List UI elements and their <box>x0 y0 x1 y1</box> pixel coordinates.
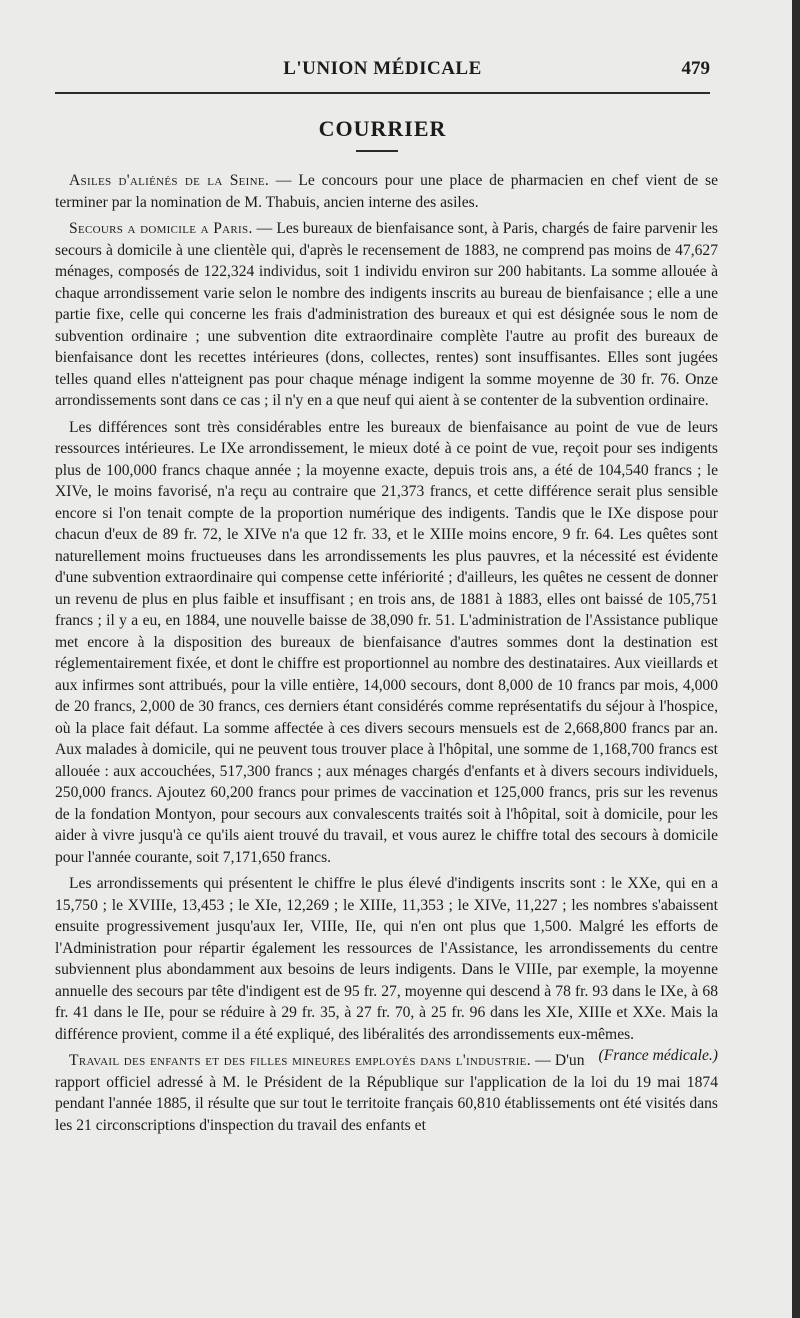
section-title: COURRIER <box>318 116 447 141</box>
page-header <box>55 58 710 86</box>
page-number: 479 <box>681 58 710 79</box>
title-underline <box>356 150 398 152</box>
paragraph-heading: Asiles d'aliénés de la Seine. <box>69 172 270 189</box>
paragraph-asiles <box>55 170 718 213</box>
paragraph-secours <box>55 218 718 412</box>
paragraph-heading: Secours a domicile a Paris. <box>69 220 253 237</box>
paragraph-text: — D'un rapport officiel adressé à M. le Président de la République sur l'application de la loi du 19 mai 1874 pendant l'année 1885, il résulte que sur tout le territoite français 60,810 établissements ont été visités dans les 21 circonscriptions d'inspection du travail des enfants et <box>55 1052 718 1134</box>
header-rule <box>55 92 710 94</box>
source-citation: (France médicale.) <box>598 1047 718 1064</box>
paragraph-differences: Les différences sont très considérables entre les bureaux de bienfaisance au point de vue de leurs ressources intérieures. Le IXe arrondissement, le mieux doté à ce point de vue, reçoit pour ses indigents plus de 100,000 francs chaque année ; la moyenne exacte, depuis trois ans, a été de 104,540 francs ; le XIVe, le moins favorisé, n'a reçu au contraire que 21,373 francs, et cette différence serait plus sensible encore si l'on tenait compte de la proportion numérique des indigents. Tandis que le IXe dispose pour chacun d'eux de 89 fr. 72, le XIVe n'a que 12 fr. 33, et le XIIIe moins encore, 9 fr. 64. Les quêtes sont naturellement moins fructueuses dans les arrondissements les plus pauvres, et la nécessité est évidente d'une subvention extraordinaire qui compense cette infériorité ; d'ailleurs, les quêtes ne cessent de donner un revenu de plus en plus faible et insuffisant ; en trois ans, de 1881 à 1883, elles ont baissé de 105,751 francs ; il y a eu, en 1884, une nouvelle baisse de 38,090 fr. 51. L'administration de l'Assistance publique met encore à la disposition des bureaux de bienfaisance d'autres sommes dont la destination est réglementairement fixée, et dont le chiffre est proportionnel au nombre des destinataires. Aux vieillards et aux infirmes sont attribués, pour la ville entière, 14,000 secours, dont 8,000 de 10 francs par mois, 4,000 de 20 francs, 2,000 de 30 francs, ces derniers étant considérés comme représentatifs du séjour à l'hospice, où la place fait défaut. La somme affectée à ces divers secours mensuels est de 2,668,800 francs par an. Aux malades à domicile, qui ne peuvent tous trouver place à l'hôpital, une somme de 1,168,700 francs est allouée : aux accouchées, 517,300 francs ; aux ménages chargés d'enfants et à divers secours individuels, 250,000 francs. Ajoutez 60,200 francs pour primes de vaccination et 125,000 francs, pris sur les revenus de la fondation Montyon, pour secours aux convalescents traités soit à l'hôpital, soit à domicile, pour les aider à vivre jusqu'à ce qu'ils aient trouvé du travail, et vous aurez le chiffre total des secours à domicile pour l'année courante, soit 7,171,650 francs. <box>55 418 718 866</box>
running-title: L'UNION MÉDICALE <box>283 58 482 79</box>
article-body <box>55 170 718 1141</box>
paragraph-text: — Les bureaux de bienfaisance sont, à Paris, chargés de faire parvenir les secours à domicile à une clientèle qui, d'après le recensement de 1883, ne comprend pas moins de 47,627 ménages, composés de 122,324 individus, soit 1 individu environ sur 200 habitants. La somme allouée à chaque arrondissement varie selon le nombre des indigents inscrits au bureau de bienfaisance ; elle a une partie fixe, celle qui concerne les frais d'administration des bureaux et qui est désignée sous le nom de subvention ordinaire ; une subvention dite extraordinaire complète l'autre au profit des bureaux de bienfaisance dont les recettes intérieures (dons, collectes, rentes) sont insuffisantes. Elles sont jugées telles quand elles n'atteignent pas pour chaque ménage indigent la somme moyenne de 30 fr. 76. Onze arrondissements sont dans ce cas ; il n'y en a que neuf qui aient à se contenter de la subvention ordinaire. <box>55 220 718 409</box>
paragraph-text: — Le concours pour une place de pharmacien en chef vient de se terminer par la nomination de M. Thabuis, ancien interne des asiles. <box>55 172 718 211</box>
paragraph-text: Les arrondissements qui présentent le chiffre le plus élevé d'indigents inscrits sont : le XXe, qui en a 15,750 ; le XVIIIe, 13,453 ; le XIe, 12,269 ; le XIIIe, 11,353 ; le XIVe, 11,227 ; les nombres s'abaissent ensuite progressivement jusqu'aux Ier, VIIIe, IIe, qui n'en ont plus que 1,500. Malgré les efforts de l'Administration pour répartir également les ressources de l'Assistance, les arrondissements du centre subviennent plus abondamment aux besoins de leurs indigents. Dans le VIIIe, par exemple, la moyenne annuelle des secours par tête d'indigent est de 95 fr. 27, moyenne qui descend à 78 fr. 93 dans le IXe, à 68 fr. 41 dans le IIe, pour se réduire à 29 fr. 35, à 27 fr. 70, à 25 fr. 96 dans les XIe, XIIIe et XXe. Mais la différence provient, comme il a été expliqué, des libéralités des arrondissements eux-mêmes. <box>55 875 718 1043</box>
scan-border <box>792 0 800 1318</box>
paragraph-heading: Travail des enfants et des filles mineures employés dans l'industrie. <box>69 1052 531 1069</box>
